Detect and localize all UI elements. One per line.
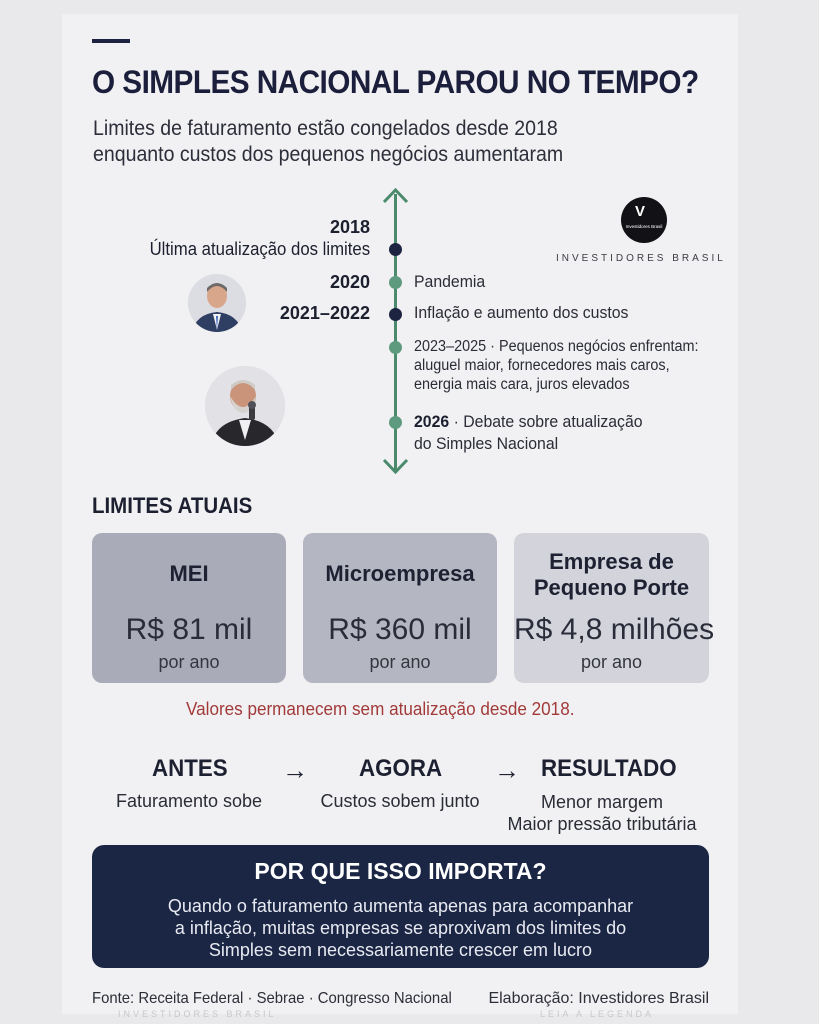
timeline-line: energia mais cara, juros elevados xyxy=(414,376,630,393)
card-period: por ano xyxy=(158,652,220,672)
timeline-year-2026: 2026 xyxy=(414,412,450,431)
timeline-text-2018: Última atualização dos limites xyxy=(149,239,370,259)
logo-text: Investidores Brasil xyxy=(625,224,663,229)
why-line: Quando o faturamento aumenta apenas para acompanhar xyxy=(167,896,634,916)
logo-mark: V xyxy=(635,203,646,220)
why-title: POR QUE ISSO IMPORTA? xyxy=(254,858,547,884)
card-title-line: Pequeno Porte xyxy=(533,575,690,600)
brand-logo xyxy=(621,197,667,243)
avatar xyxy=(205,366,285,446)
flow-head-antes: ANTES xyxy=(152,755,228,782)
flow-head-agora: AGORA xyxy=(359,755,443,782)
timeline-year-2021-2022: 2021–2022 xyxy=(279,303,370,323)
timeline-line: 2023–2025 · Pequenos negócios enfrentam: xyxy=(414,338,699,355)
flow-text-line: Maior pressão tributária xyxy=(507,814,697,834)
arrow-right-icon: → xyxy=(282,755,308,785)
person-icon xyxy=(188,274,246,332)
flow-text-line: Menor margem xyxy=(540,792,664,812)
avatar xyxy=(188,274,246,332)
footer-source: Fonte: Receita Federal · Sebrae · Congresso Nacional xyxy=(92,990,452,1007)
limit-card-microempresa xyxy=(303,533,497,683)
arrow-down-icon xyxy=(382,458,409,474)
arrow-up-icon xyxy=(382,188,409,204)
timeline-dot xyxy=(389,416,402,429)
watermark-caption: LEIA A LEGENDA xyxy=(540,1009,655,1019)
brand-name: INVESTIDORES BRASIL xyxy=(556,253,726,264)
timeline-dot xyxy=(389,341,402,354)
top-accent-bar xyxy=(92,39,130,43)
person-icon xyxy=(205,366,285,446)
timeline-dot xyxy=(389,276,402,289)
timeline-line: · Debate sobre atualização xyxy=(453,412,643,431)
arrow-right-icon: → xyxy=(494,755,520,785)
timeline-year-2020: 2020 xyxy=(329,272,370,292)
timeline-text-2020: Pandemia xyxy=(414,272,486,291)
subtitle-line: enquanto custos dos pequenos negócios aumentaram xyxy=(93,143,564,166)
flow-text-resultado xyxy=(500,791,704,835)
why-line: Simples sem necessariamente crescer em lucro xyxy=(208,940,593,960)
card-title: Microempresa xyxy=(325,561,475,586)
why-body xyxy=(92,895,709,961)
flow-text-agora: Custos sobem junto xyxy=(320,791,480,811)
flow-head-resultado: RESULTADO xyxy=(541,755,677,782)
timeline-text-2021-2022: Inflação e aumento dos custos xyxy=(414,303,629,322)
timeline-text-2026 xyxy=(414,411,643,455)
card-value: R$ 4,8 milhões xyxy=(514,613,715,646)
timeline-line: do Simples Nacional xyxy=(414,434,559,453)
limit-card-mei xyxy=(92,533,286,683)
card-title: MEI xyxy=(169,561,209,586)
footer-credit: Elaboração: Investidores Brasil xyxy=(488,990,709,1007)
timeline-line: aluguel maior, fornecedores mais caros, xyxy=(414,357,670,374)
card-value: R$ 360 mil xyxy=(328,613,472,646)
card-title-line: Empresa de xyxy=(549,549,674,574)
page-subtitle xyxy=(93,116,563,168)
watermark-brand: INVESTIDORES BRASIL xyxy=(118,1009,277,1019)
card-title xyxy=(514,549,709,601)
card-period: por ano xyxy=(580,652,643,672)
why-line: a inflação, muitas empresas se aproxivam dos limites do xyxy=(174,918,627,938)
limits-note: Valores permanecem sem atualização desde 2018. xyxy=(186,699,575,719)
timeline-dot xyxy=(389,243,402,256)
card-period: por ano xyxy=(369,652,431,672)
timeline-year-2018: 2018 xyxy=(329,217,370,237)
limit-card-epp xyxy=(514,533,715,683)
section-title-limites: LIMITES ATUAIS xyxy=(92,493,253,518)
page-title: O SIMPLES NACIONAL PAROU NO TEMPO? xyxy=(92,64,699,100)
why-it-matters-box xyxy=(92,845,709,968)
subtitle-line: Limites de faturamento estão congelados desde 2018 xyxy=(93,117,558,140)
flow-text-antes: Faturamento sobe xyxy=(115,791,263,811)
timeline-text-2023-2025 xyxy=(414,337,699,394)
card-value: R$ 81 mil xyxy=(125,613,253,646)
timeline-dot xyxy=(389,308,402,321)
